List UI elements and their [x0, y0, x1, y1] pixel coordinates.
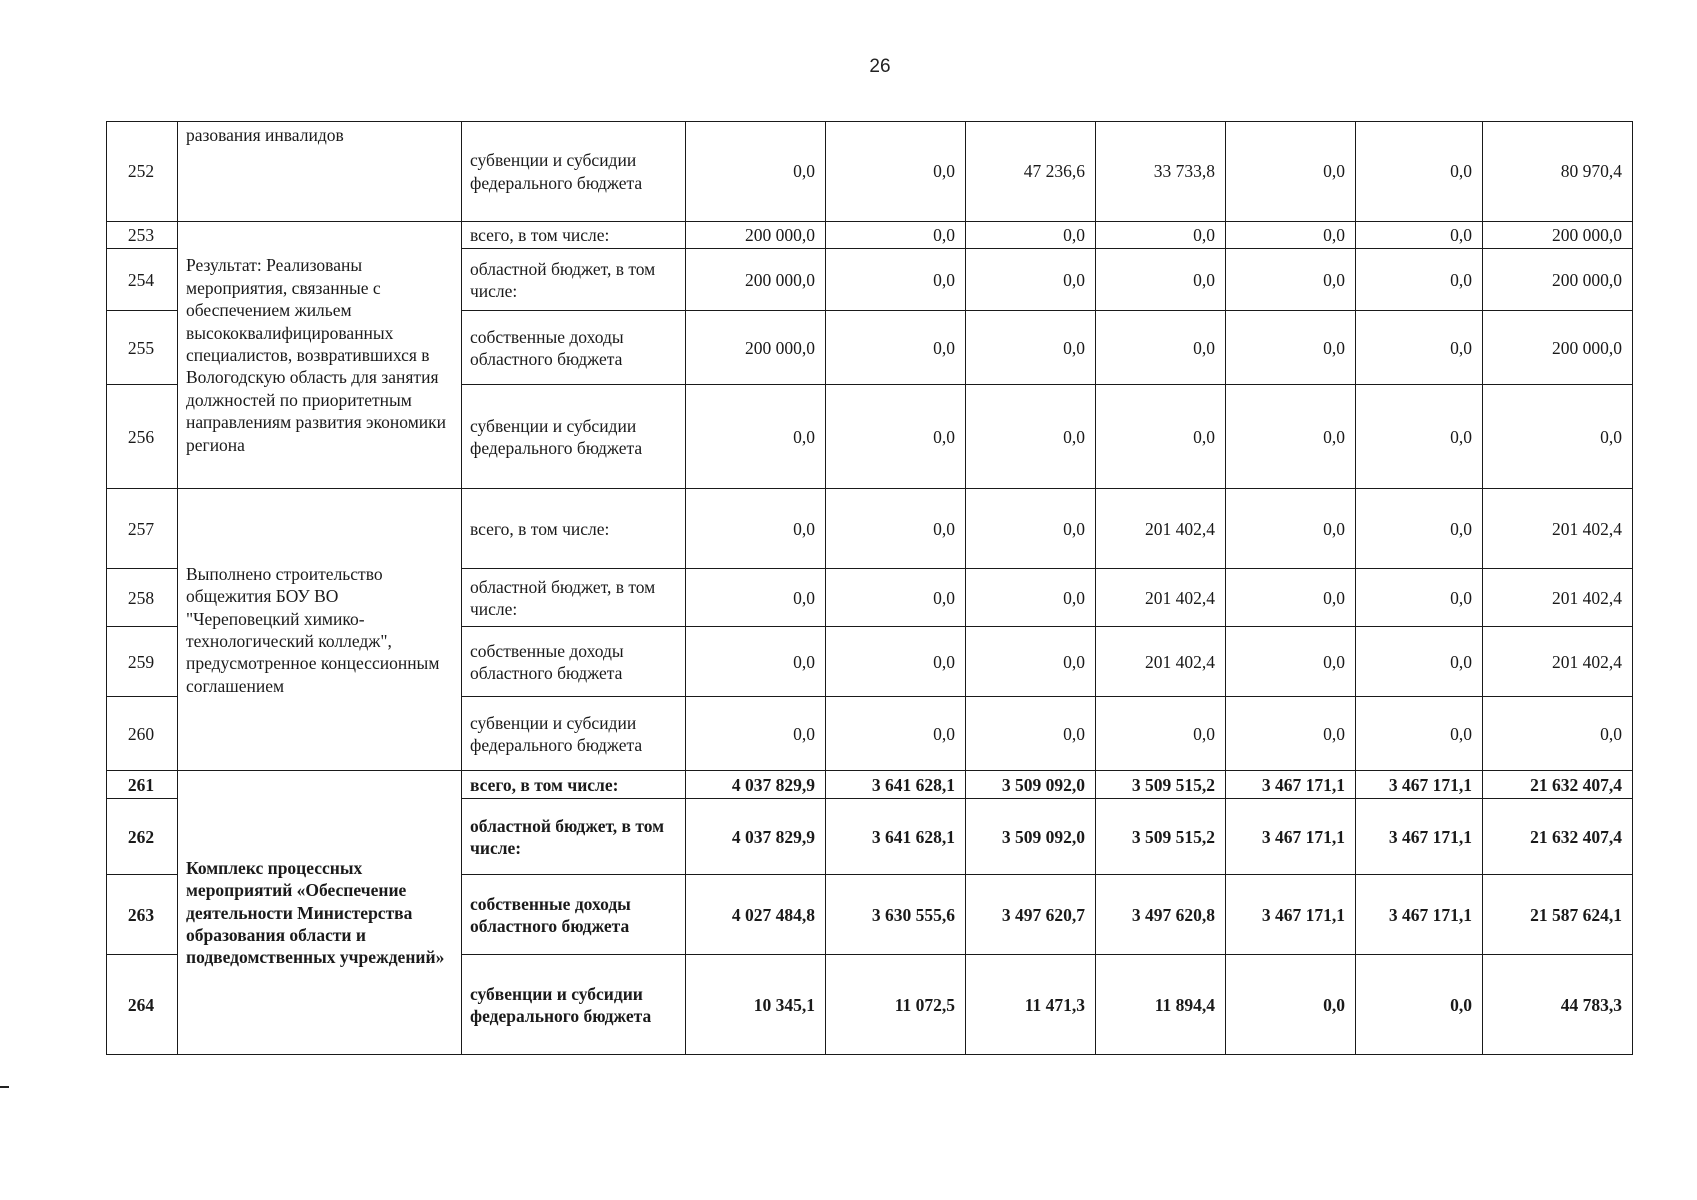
funding-source: субвенции и субсидии федерального бюджета [462, 385, 686, 489]
year-value: 3 497 620,7 [966, 875, 1096, 955]
year-value: 0,0 [826, 122, 966, 222]
year-value: 0,0 [1096, 697, 1226, 771]
year-value: 0,0 [1356, 385, 1483, 489]
item-description: разования инвалидов [178, 122, 462, 222]
year-value: 0,0 [1356, 311, 1483, 385]
year-value: 0,0 [1356, 249, 1483, 311]
funding-source: всего, в том числе: [462, 222, 686, 249]
total-value: 201 402,4 [1483, 627, 1633, 697]
total-value: 0,0 [1483, 385, 1633, 489]
year-value: 0,0 [826, 569, 966, 627]
year-value: 0,0 [826, 627, 966, 697]
year-value: 0,0 [826, 249, 966, 311]
year-value: 0,0 [686, 122, 826, 222]
year-value: 3 497 620,8 [1096, 875, 1226, 955]
year-value: 0,0 [966, 385, 1096, 489]
year-value: 0,0 [966, 311, 1096, 385]
margin-mark [0, 1086, 9, 1088]
row-number: 259 [107, 627, 178, 697]
year-value: 33 733,8 [1096, 122, 1226, 222]
year-value: 0,0 [1096, 222, 1226, 249]
row-number: 263 [107, 875, 178, 955]
year-value: 0,0 [686, 697, 826, 771]
year-value: 0,0 [1356, 489, 1483, 569]
year-value: 0,0 [1226, 569, 1356, 627]
year-value: 201 402,4 [1096, 627, 1226, 697]
year-value: 0,0 [1356, 627, 1483, 697]
row-number: 252 [107, 122, 178, 222]
year-value: 11 894,4 [1096, 955, 1226, 1055]
row-number: 260 [107, 697, 178, 771]
budget-table [106, 121, 1633, 1055]
row-number: 257 [107, 489, 178, 569]
funding-source: областной бюджет, в том числе: [462, 799, 686, 875]
total-value: 201 402,4 [1483, 489, 1633, 569]
year-value: 0,0 [966, 222, 1096, 249]
total-value: 200 000,0 [1483, 311, 1633, 385]
row-number: 264 [107, 955, 178, 1055]
year-value: 0,0 [1096, 249, 1226, 311]
row-number: 253 [107, 222, 178, 249]
year-value: 0,0 [826, 222, 966, 249]
year-value: 0,0 [1226, 489, 1356, 569]
year-value: 0,0 [1356, 569, 1483, 627]
row-number: 262 [107, 799, 178, 875]
item-description: Выполнено строительство общежития БОУ ВО "Череповецкий химико-технологический колледж", предусмотренное концессионным соглашением [178, 489, 462, 771]
year-value: 0,0 [826, 489, 966, 569]
year-value: 0,0 [686, 489, 826, 569]
year-value: 3 509 515,2 [1096, 771, 1226, 799]
funding-source: субвенции и субсидии федерального бюджета [462, 697, 686, 771]
year-value: 0,0 [1356, 697, 1483, 771]
year-value: 0,0 [966, 249, 1096, 311]
year-value: 3 641 628,1 [826, 771, 966, 799]
year-value: 200 000,0 [686, 311, 826, 385]
year-value: 0,0 [686, 385, 826, 489]
year-value: 10 345,1 [686, 955, 826, 1055]
year-value: 0,0 [966, 569, 1096, 627]
row-number: 261 [107, 771, 178, 799]
year-value: 3 467 171,1 [1356, 875, 1483, 955]
year-value: 200 000,0 [686, 222, 826, 249]
table-row [107, 222, 1633, 249]
year-value: 0,0 [826, 311, 966, 385]
year-value: 3 467 171,1 [1226, 771, 1356, 799]
table-row [107, 122, 1633, 222]
year-value: 0,0 [966, 489, 1096, 569]
total-value: 21 632 407,4 [1483, 771, 1633, 799]
year-value: 0,0 [1226, 627, 1356, 697]
year-value: 0,0 [1226, 697, 1356, 771]
year-value: 3 467 171,1 [1226, 799, 1356, 875]
total-value: 21 587 624,1 [1483, 875, 1633, 955]
year-value: 0,0 [1226, 122, 1356, 222]
year-value: 0,0 [1226, 311, 1356, 385]
item-description: Результат: Реализованы мероприятия, связанные с обеспечением жильем высококвалифицированных специалистов, возвратившихся в Вологодскую область для занятия должностей по приоритетным направлениям развития экономики региона [178, 222, 462, 489]
year-value: 3 467 171,1 [1356, 799, 1483, 875]
table-row [107, 771, 1633, 799]
page-number: 26 [869, 56, 891, 77]
funding-source: всего, в том числе: [462, 771, 686, 799]
year-value: 3 509 515,2 [1096, 799, 1226, 875]
total-value: 200 000,0 [1483, 222, 1633, 249]
funding-source: областной бюджет, в том числе: [462, 569, 686, 627]
year-value: 47 236,6 [966, 122, 1096, 222]
year-value: 0,0 [826, 697, 966, 771]
table-row [107, 489, 1633, 569]
year-value: 200 000,0 [686, 249, 826, 311]
year-value: 0,0 [1356, 222, 1483, 249]
year-value: 4 037 829,9 [686, 771, 826, 799]
total-value: 21 632 407,4 [1483, 799, 1633, 875]
year-value: 0,0 [1356, 122, 1483, 222]
row-number: 258 [107, 569, 178, 627]
year-value: 0,0 [826, 385, 966, 489]
total-value: 201 402,4 [1483, 569, 1633, 627]
funding-source: собственные доходы областного бюджета [462, 627, 686, 697]
year-value: 3 509 092,0 [966, 799, 1096, 875]
year-value: 3 467 171,1 [1356, 771, 1483, 799]
funding-source: областной бюджет, в том числе: [462, 249, 686, 311]
year-value: 3 467 171,1 [1226, 875, 1356, 955]
year-value: 0,0 [686, 627, 826, 697]
funding-source: субвенции и субсидии федерального бюджета [462, 122, 686, 222]
year-value: 0,0 [686, 569, 826, 627]
year-value: 4 027 484,8 [686, 875, 826, 955]
year-value: 11 072,5 [826, 955, 966, 1055]
total-value: 44 783,3 [1483, 955, 1633, 1055]
table-body [107, 122, 1633, 1055]
funding-source: всего, в том числе: [462, 489, 686, 569]
row-number: 255 [107, 311, 178, 385]
year-value: 0,0 [1226, 955, 1356, 1055]
funding-source: собственные доходы областного бюджета [462, 875, 686, 955]
year-value: 0,0 [1096, 311, 1226, 385]
year-value: 0,0 [966, 627, 1096, 697]
year-value: 3 630 555,6 [826, 875, 966, 955]
year-value: 3 509 092,0 [966, 771, 1096, 799]
funding-source: собственные доходы областного бюджета [462, 311, 686, 385]
total-value: 0,0 [1483, 697, 1633, 771]
year-value: 0,0 [1226, 249, 1356, 311]
year-value: 11 471,3 [966, 955, 1096, 1055]
year-value: 3 641 628,1 [826, 799, 966, 875]
year-value: 0,0 [1226, 385, 1356, 489]
item-description: Комплекс процессных мероприятий «Обеспечение деятельности Министерства образования области и подведомственных учреждений» [178, 771, 462, 1055]
total-value: 200 000,0 [1483, 249, 1633, 311]
year-value: 4 037 829,9 [686, 799, 826, 875]
funding-source: субвенции и субсидии федерального бюджета [462, 955, 686, 1055]
total-value: 80 970,4 [1483, 122, 1633, 222]
year-value: 0,0 [1096, 385, 1226, 489]
row-number: 256 [107, 385, 178, 489]
year-value: 0,0 [1226, 222, 1356, 249]
year-value: 0,0 [1356, 955, 1483, 1055]
year-value: 0,0 [966, 697, 1096, 771]
year-value: 201 402,4 [1096, 489, 1226, 569]
year-value: 201 402,4 [1096, 569, 1226, 627]
row-number: 254 [107, 249, 178, 311]
